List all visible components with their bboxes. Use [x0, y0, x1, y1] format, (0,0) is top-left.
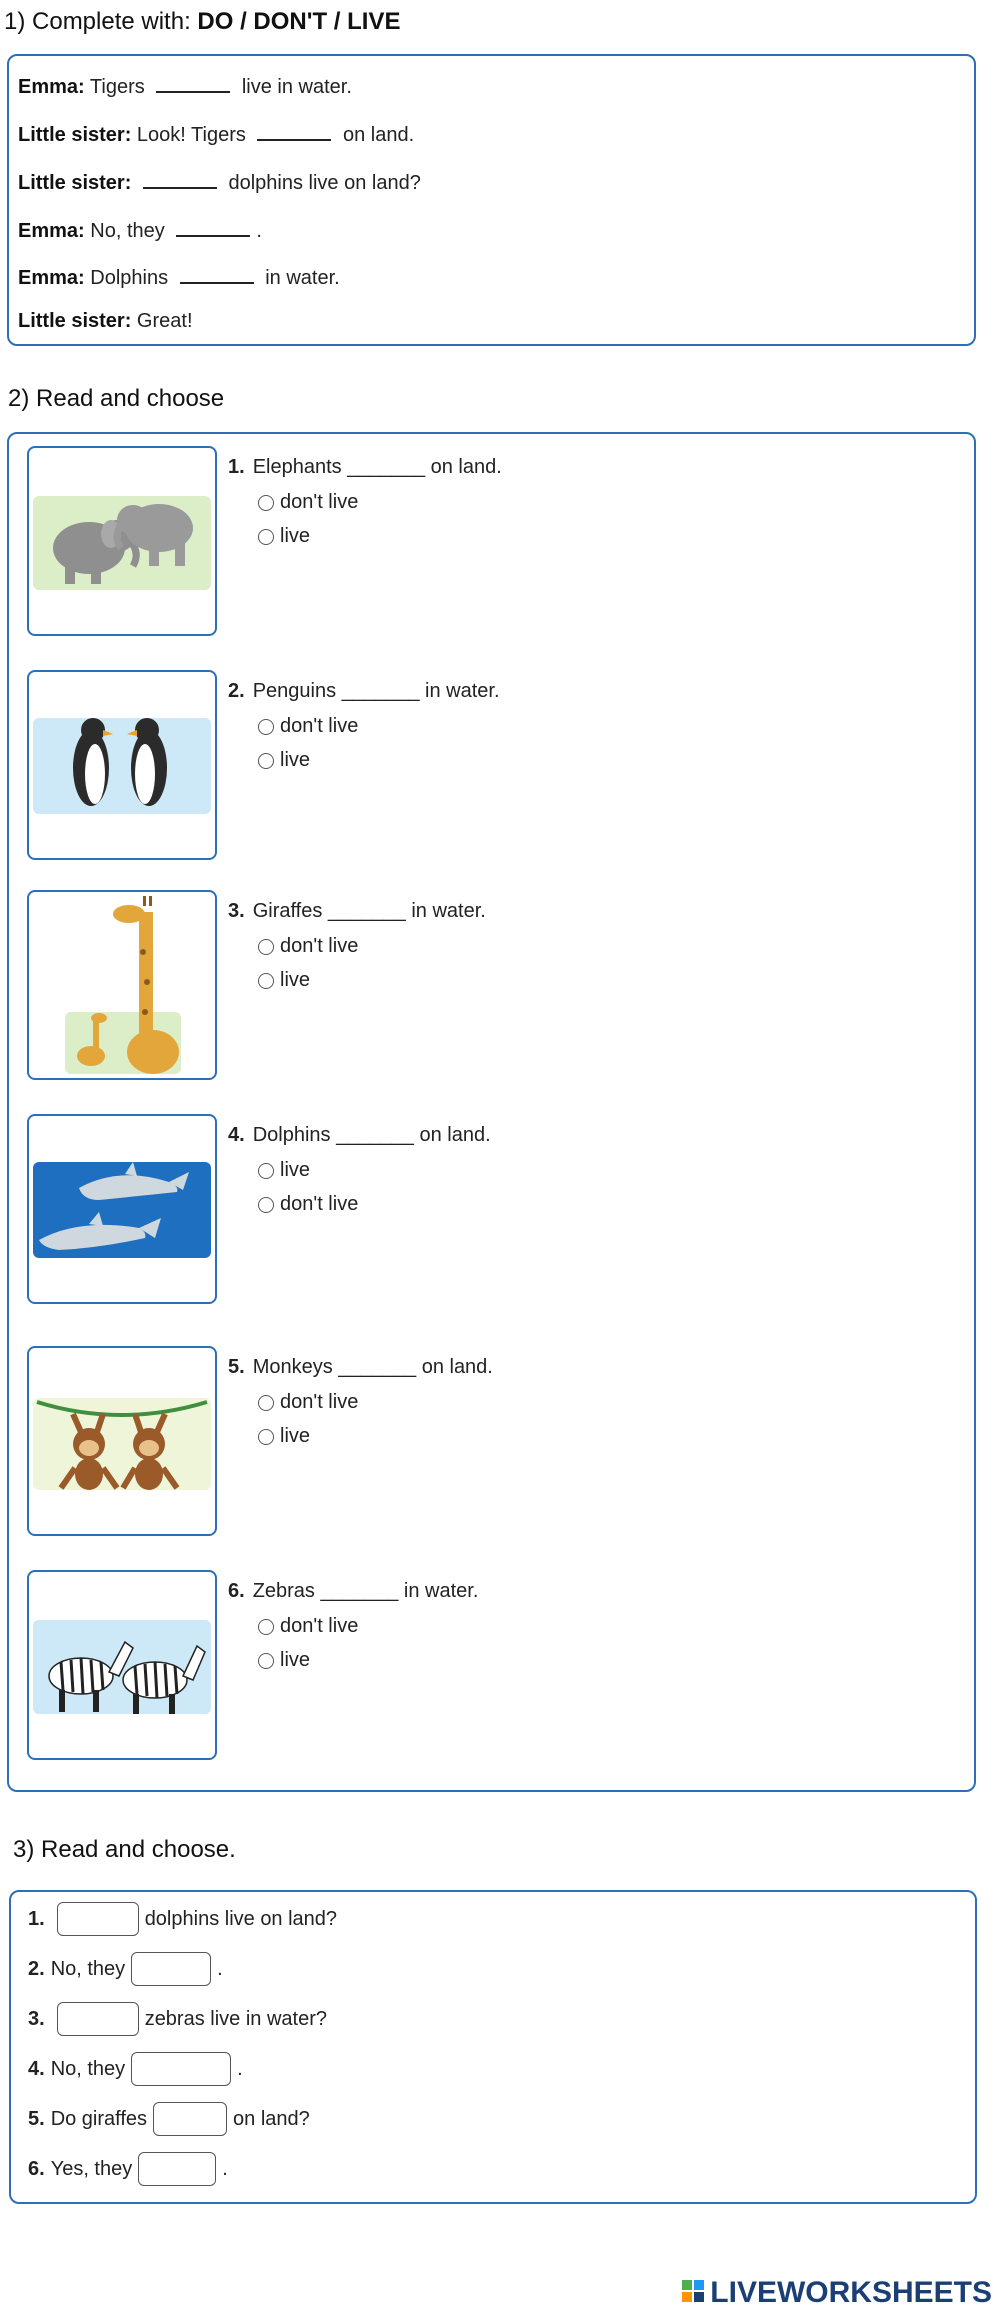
option-radio[interactable]	[258, 525, 310, 548]
radio-circle[interactable]	[258, 1619, 274, 1635]
section2-heading: 2) Read and choose	[8, 385, 225, 412]
speaker-label: Little sister:	[18, 310, 132, 332]
section3-heading: 3) Read and choose.	[13, 1836, 236, 1863]
elephants-icon	[29, 448, 215, 634]
question-text: Zebras _______ in water.	[252, 1580, 479, 1602]
option-label: live	[280, 525, 311, 547]
row-text: .	[217, 1957, 223, 1980]
line-text: dolphins live on land?	[228, 172, 421, 194]
option-label: don't live	[280, 935, 359, 957]
option-radio[interactable]	[258, 1649, 310, 1672]
question-text: Giraffes _______ in water.	[252, 900, 486, 922]
fill-row-3	[28, 2002, 327, 2036]
row-text: Yes, they	[50, 2157, 133, 2180]
radio-circle[interactable]	[258, 529, 274, 545]
logo-text: LIVEWORKSHEETS	[710, 2276, 992, 2309]
row-text: No, they	[50, 1957, 126, 1980]
fill-row-2	[28, 1952, 223, 1986]
option-radio[interactable]	[258, 1391, 358, 1414]
answer-blank[interactable]	[180, 264, 254, 284]
option-label: live	[280, 969, 311, 991]
section1-heading-prefix: 1) Complete with:	[4, 8, 198, 35]
fill-row-1	[28, 1902, 337, 1936]
speaker-label: Emma:	[18, 267, 85, 289]
question-image	[27, 1570, 217, 1760]
answer-input[interactable]	[138, 2152, 216, 2186]
answer-blank[interactable]	[176, 217, 250, 237]
section1-heading	[4, 8, 400, 36]
radio-circle[interactable]	[258, 1653, 274, 1669]
answer-input[interactable]	[131, 1952, 211, 1986]
speaker-label: Emma:	[18, 220, 85, 242]
liveworksheets-logo-icon	[682, 2280, 706, 2306]
option-label: don't live	[280, 1391, 359, 1413]
question-number: 1.	[228, 456, 245, 478]
question-text: Dolphins _______ on land.	[252, 1124, 491, 1146]
dialogue-line-6	[18, 310, 193, 333]
radio-circle[interactable]	[258, 753, 274, 769]
section1-heading-bold: DO / DON'T / LIVE	[197, 8, 401, 35]
option-radio[interactable]	[258, 749, 310, 772]
option-radio[interactable]	[258, 935, 358, 958]
answer-blank[interactable]	[143, 169, 217, 189]
question-3-title	[228, 900, 486, 923]
option-radio[interactable]	[258, 1159, 310, 1182]
line-text: No, they	[90, 220, 165, 242]
radio-circle[interactable]	[258, 719, 274, 735]
option-label: live	[280, 1159, 311, 1181]
line-text: Great!	[136, 310, 193, 332]
radio-circle[interactable]	[258, 1197, 274, 1213]
row-number: 1.	[28, 1907, 45, 1930]
question-number: 4.	[228, 1124, 245, 1146]
option-radio[interactable]	[258, 715, 358, 738]
question-image	[27, 670, 217, 860]
row-number: 2.	[28, 1957, 45, 1980]
option-radio[interactable]	[258, 1615, 358, 1638]
option-label: don't live	[280, 1615, 359, 1637]
option-radio[interactable]	[258, 1193, 358, 1216]
question-text: Penguins _______ in water.	[252, 680, 500, 702]
row-text: .	[237, 2057, 243, 2080]
zebras-icon	[29, 1572, 215, 1758]
question-6-title	[228, 1580, 478, 1603]
option-label: live	[280, 1425, 311, 1447]
speaker-label: Emma:	[18, 76, 85, 98]
fill-row-5	[28, 2102, 310, 2136]
question-4-title	[228, 1124, 491, 1147]
option-label: don't live	[280, 491, 359, 513]
option-radio[interactable]	[258, 1425, 310, 1448]
question-text: Monkeys _______ on land.	[252, 1356, 493, 1378]
answer-input[interactable]	[153, 2102, 227, 2136]
line-text: Dolphins	[90, 267, 169, 289]
question-image	[27, 446, 217, 636]
line-text: Tigers	[89, 76, 145, 98]
speaker-label: Little sister:	[18, 124, 132, 146]
row-text: No, they	[50, 2057, 126, 2080]
option-label: don't live	[280, 715, 359, 737]
option-label: live	[280, 1649, 311, 1671]
radio-circle[interactable]	[258, 939, 274, 955]
question-number: 3.	[228, 900, 245, 922]
question-text: Elephants _______ on land.	[252, 456, 502, 478]
radio-circle[interactable]	[258, 973, 274, 989]
row-text: .	[222, 2157, 228, 2180]
penguins-icon	[29, 672, 215, 858]
line-text: Look! Tigers	[136, 124, 246, 146]
question-image	[27, 890, 217, 1080]
line-text: on land.	[343, 124, 415, 146]
dialogue-line-1	[18, 73, 352, 99]
question-2-title	[228, 680, 500, 703]
answer-input[interactable]	[57, 1902, 139, 1936]
monkeys-icon	[29, 1348, 215, 1534]
radio-circle[interactable]	[258, 1429, 274, 1445]
line-text: .	[256, 220, 262, 242]
question-5-title	[228, 1356, 493, 1379]
question-number: 6.	[228, 1580, 245, 1602]
question-number: 2.	[228, 680, 245, 702]
dialogue-line-3	[18, 169, 421, 195]
radio-circle[interactable]	[258, 495, 274, 511]
option-radio[interactable]	[258, 491, 358, 514]
dialogue-line-2	[18, 121, 414, 147]
row-number: 6.	[28, 2157, 45, 2180]
question-image	[27, 1346, 217, 1536]
option-label: live	[280, 749, 311, 771]
option-label: don't live	[280, 1193, 359, 1215]
liveworksheets-logo	[682, 2276, 992, 2310]
row-text: Do giraffes	[50, 2107, 148, 2130]
row-text: zebras live in water?	[144, 2007, 327, 2030]
answer-blank[interactable]	[257, 121, 331, 141]
radio-circle[interactable]	[258, 1163, 274, 1179]
radio-circle[interactable]	[258, 1395, 274, 1411]
question-image	[27, 1114, 217, 1304]
line-text: in water.	[265, 267, 340, 289]
question-1-title	[228, 456, 502, 479]
line-text: live in water.	[241, 76, 352, 98]
speaker-label: Little sister:	[18, 172, 132, 194]
option-radio[interactable]	[258, 969, 310, 992]
fill-row-6	[28, 2152, 228, 2186]
row-number: 5.	[28, 2107, 45, 2130]
dialogue-line-4	[18, 217, 262, 243]
fill-row-4	[28, 2052, 243, 2086]
question-number: 5.	[228, 1356, 245, 1378]
dolphins-icon	[29, 1116, 215, 1302]
giraffes-icon	[29, 892, 215, 1078]
answer-input[interactable]	[131, 2052, 231, 2086]
row-text: on land?	[233, 2107, 310, 2130]
answer-blank[interactable]	[156, 73, 230, 93]
row-number: 4.	[28, 2057, 45, 2080]
row-text: dolphins live on land?	[144, 1907, 338, 1930]
answer-input[interactable]	[57, 2002, 139, 2036]
dialogue-line-5	[18, 264, 340, 290]
row-number: 3.	[28, 2007, 45, 2030]
